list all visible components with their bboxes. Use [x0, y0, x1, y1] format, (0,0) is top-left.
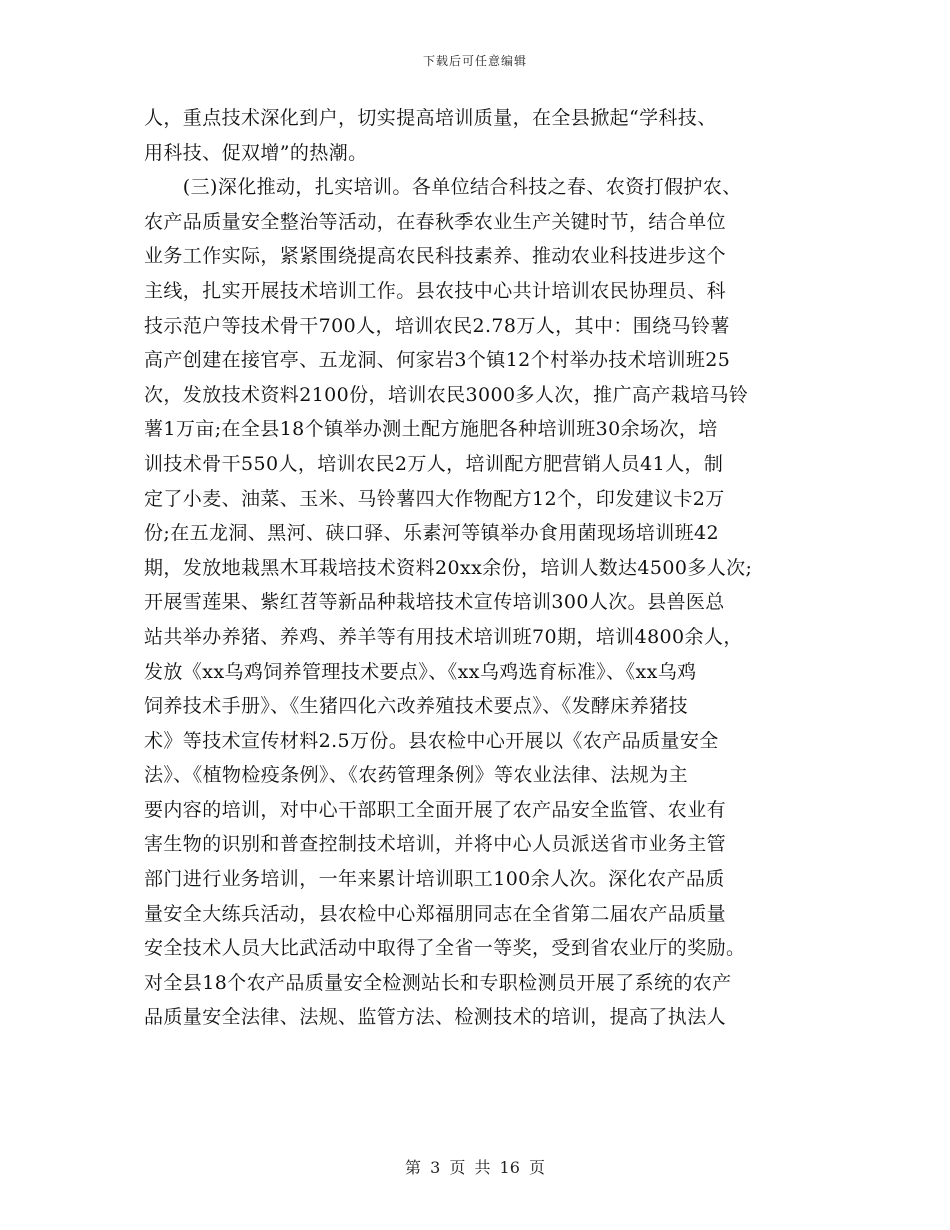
text-line: 次，发放技术资料2100份，培训农民3000多人次，推广高产栽培马铃 — [144, 383, 749, 406]
text-line: 主线，扎实开展技术培训工作。县农技中心共计培训农民协理员、科 — [144, 279, 727, 302]
text-line: 技示范户等技术骨干700人，培训农民2.78万人，其中：围绕马铃薯 — [144, 314, 730, 337]
text-line: 发放《xx乌鸡饲养管理技术要点》、《xx乌鸡选育标准》、《xx乌鸡 — [144, 660, 697, 683]
page-footer: 第 3 页 共 16 页 — [405, 1158, 545, 1177]
text-line: 部门进行业务培训，一年来累计培训职工100余人次。深化农产品质 — [144, 868, 725, 891]
text-line: 饲养技术手册》、《生猪四化六改养殖技术要点》、《发酵床养猪技 — [144, 695, 689, 718]
text-line: 害生物的识别和普查控制技术培训，并将中心人员派送省市业务主管 — [144, 833, 727, 856]
text-line: 术》等技术宣传材料2.5万份。县农检中心开展以《农产品质量安全 — [144, 729, 719, 752]
text-line: 期，发放地栽黑木耳栽培技术资料20xx余份，培训人数达4500多人次; — [144, 556, 753, 579]
text-line: 站共举办养猪、养鸡、养羊等有用技术培训班70期，培训4800余人， — [144, 625, 743, 648]
text-line: 份;在五龙洞、黑河、硖口驿、乐素河等镇举办食用菌现场培训班42 — [144, 522, 719, 545]
text-line: 用科技、促双增”的热潮。 — [144, 141, 368, 164]
text-line: 安全技术人员大比武活动中取得了全省一等奖，受到省农业厅的奖励。 — [144, 937, 746, 960]
text-line: 农产品质量安全整治等活动，在春秋季农业生产关键时节，结合单位 — [144, 210, 727, 233]
text-line: 对全县18个农产品质量安全检测站长和专职检测员开展了系统的农产 — [144, 971, 732, 994]
text-line: 开展雪莲果、紫红苕等新品种栽培技术宣传培训300人次。县兽医总 — [144, 591, 725, 614]
page-header: 下载后可任意编辑 — [422, 54, 527, 68]
text-line: (三)深化推动，扎实培训。各单位结合科技之春、农资打假护农、 — [144, 176, 742, 199]
text-line: 定了小麦、油菜、玉米、马铃薯四大作物配方12个，印发建议卡2万 — [144, 487, 725, 510]
document-body — [144, 101, 809, 1035]
text-line: 薯1万亩;在全县18个镇举办测土配方施肥各种培训班30余场次，培 — [144, 418, 718, 441]
text-line: 品质量安全法律、法规、监管方法、检测技术的培训，提高了执法人 — [144, 1006, 727, 1029]
text-line: 业务工作实际，紧紧围绕提高农民科技素养、推动农业科技进步这个 — [144, 245, 727, 268]
text-line: 训技术骨干550人，培训农民2万人，培训配方肥营销人员41人，制 — [144, 452, 724, 475]
text-line: 人，重点技术深化到户，切实提高培训质量，在全县掀起“学科技、 — [144, 107, 717, 129]
text-line: 量安全大练兵活动，县农检中心郑福朋同志在全省第二届农产品质量 — [144, 902, 727, 925]
text-line: 法》、《植物检疫条例》、《农药管理条例》等农业法律、法规为主 — [144, 764, 689, 787]
text-line: 要内容的培训，对中心干部职工全面开展了农产品安全监管、农业有 — [144, 798, 727, 821]
text-line: 高产创建在接官亭、五龙洞、何家岩3个镇12个村举办技术培训班25 — [144, 349, 731, 372]
